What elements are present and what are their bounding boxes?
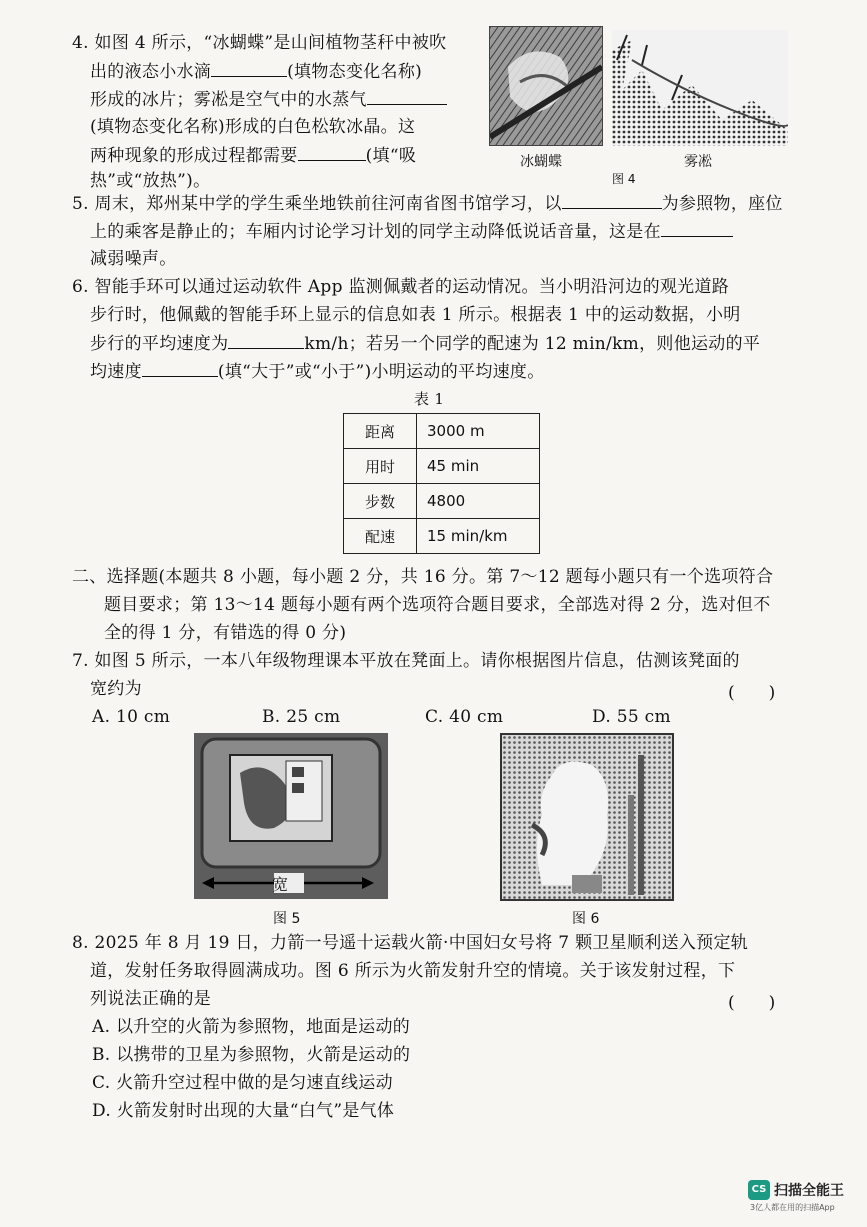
brand-name: 扫描全能王 [774,1183,844,1199]
table-key: 用时 [344,449,417,484]
fig5-graphic [194,733,388,899]
q7-option-c[interactable]: C. 40 cm [425,707,504,727]
q5-blank1[interactable] [562,192,662,209]
brand-badge-icon: CS [748,1180,770,1200]
sec2-line3: 全的得 1 分，有错选的得 0 分) [104,623,347,643]
fig4-caption-left: 冰蝴蝶 [520,154,562,170]
rime-graphic [612,30,788,146]
q6-line3-b: km/h；若另一个同学的配速为 12 min/km，则他运动的平 [304,334,761,354]
table-row [344,414,540,449]
q4-line2-a: 出的液态小水滴 [90,62,212,82]
table-row [344,449,540,484]
table1-title: 表 1 [414,390,445,408]
q7-answer-paren[interactable]: ( ) [728,683,776,703]
table-value: 15 min/km [417,519,540,554]
sec2-line2: 题目要求；第 13～14 题每小题有两个选项符合题目要求，全部选对得 2 分，选对但不 [104,595,771,615]
q8-option-a[interactable]: A. 以升空的火箭为参照物，地面是运动的 [92,1017,411,1037]
fig4-caption-right: 雾凇 [684,154,712,170]
fig5-caption: 图 5 [273,911,301,927]
q7-line1: 7. 如图 5 所示，一本八年级物理课本平放在凳面上。请你根据图片信息，估测该凳面的 [72,651,740,671]
table-row [344,519,540,554]
q4-line6: 热”或“放热”)。 [90,171,211,191]
q5-line2-a: 上的乘客是静止的；车厢内讨论学习计划的同学主动降低说话音量，这是在 [90,222,661,242]
q4-line3 [90,88,447,111]
ice-butterfly-graphic [490,27,602,145]
rime-photo [612,30,788,146]
q5-line3: 减弱噪声。 [90,249,177,269]
table1 [343,413,540,554]
q4-blank2[interactable] [367,88,447,105]
q4-line3-a: 形成的冰片；雾凇是空气中的水蒸气 [90,90,367,110]
q6-line4 [90,360,545,383]
fig4-label: 图 4 [612,172,636,186]
q8-line1: 8. 2025 年 8 月 19 日，力箭一号遥十运载火箭·中国妇女号将 7 颗卫星顺利送入预定轨 [72,933,749,953]
q6-line2: 步行时，他佩戴的智能手环上显示的信息如表 1 所示。根据表 1 中的运动数据，小明 [90,305,741,325]
q6-line1: 6. 智能手环可以通过运动软件 App 监测佩戴者的运动情况。当小明沿河边的观光道路 [72,277,730,297]
q6-line4-a: 均速度 [90,362,142,382]
q5-line1-b: 为参照物，座位 [661,194,783,214]
table-row [344,484,540,519]
table-value: 4800 [417,484,540,519]
ice-butterfly-photo [489,26,603,146]
q5-blank2[interactable] [661,220,733,237]
q4-line5-b: (填“吸 [365,146,417,166]
q4-line1: 4. 如图 4 所示，“冰蝴蝶”是山间植物茎秆中被吹 [72,33,447,53]
table-value: 3000 m [417,414,540,449]
camscanner-logo [748,1178,858,1214]
q8-line3: 列说法正确的是 [90,989,212,1009]
table-key: 距离 [344,414,417,449]
q6-line3 [90,332,760,355]
q6-blank2[interactable] [142,360,218,377]
q8-option-d[interactable]: D. 火箭发射时出现的大量“白气”是气体 [92,1101,395,1121]
q8-line2: 道，发射任务取得圆满成功。图 6 所示为火箭发射升空的情境。关于该发射过程，下 [90,961,736,981]
q7-option-b[interactable]: B. 25 cm [262,707,341,727]
table-key: 步数 [344,484,417,519]
fig6-photo [500,733,674,901]
fig5-width-label: 宽 [272,875,289,894]
table-key: 配速 [344,519,417,554]
q8-option-c[interactable]: C. 火箭升空过程中做的是匀速直线运动 [92,1073,393,1093]
q4-line5-a: 两种现象的形成过程都需要 [90,146,298,166]
fig6-caption: 图 6 [572,911,600,927]
q4-line4: (填物态变化名称)形成的白色松软冰晶。这 [90,117,416,137]
q4-line5 [90,144,416,167]
q6-line4-b: (填“大于”或“小于”)小明运动的平均速度。 [217,362,545,382]
q5-line2 [90,220,733,243]
q8-option-b[interactable]: B. 以携带的卫星为参照物，火箭是运动的 [92,1045,411,1065]
q7-option-d[interactable]: D. 55 cm [592,707,671,727]
q5-line1 [72,192,783,215]
sec2-line1: 二、选择题(本题共 8 小题，每小题 2 分，共 16 分。第 7～12 题每小题只有一个选项符合 [72,567,774,587]
q5-line1-a: 5. 周末，郑州某中学的学生乘坐地铁前往河南省图书馆学习，以 [72,194,562,214]
q4-line2-b: (填物态变化名称) [287,62,423,82]
fig6-graphic [502,735,672,899]
q6-blank1[interactable] [228,332,304,349]
q7-line2: 宽约为 [90,679,142,699]
table-value: 45 min [417,449,540,484]
q6-line3-a: 步行的平均速度为 [90,334,229,354]
q8-answer-paren[interactable]: ( ) [728,993,776,1013]
q4-line2 [90,60,422,83]
q4-blank3[interactable] [298,144,366,161]
q7-option-a[interactable]: A. 10 cm [92,707,171,727]
fig5-photo [194,733,388,899]
brand-tagline: 3亿人都在用的扫描App [750,1203,835,1212]
q4-blank1[interactable] [211,60,287,77]
